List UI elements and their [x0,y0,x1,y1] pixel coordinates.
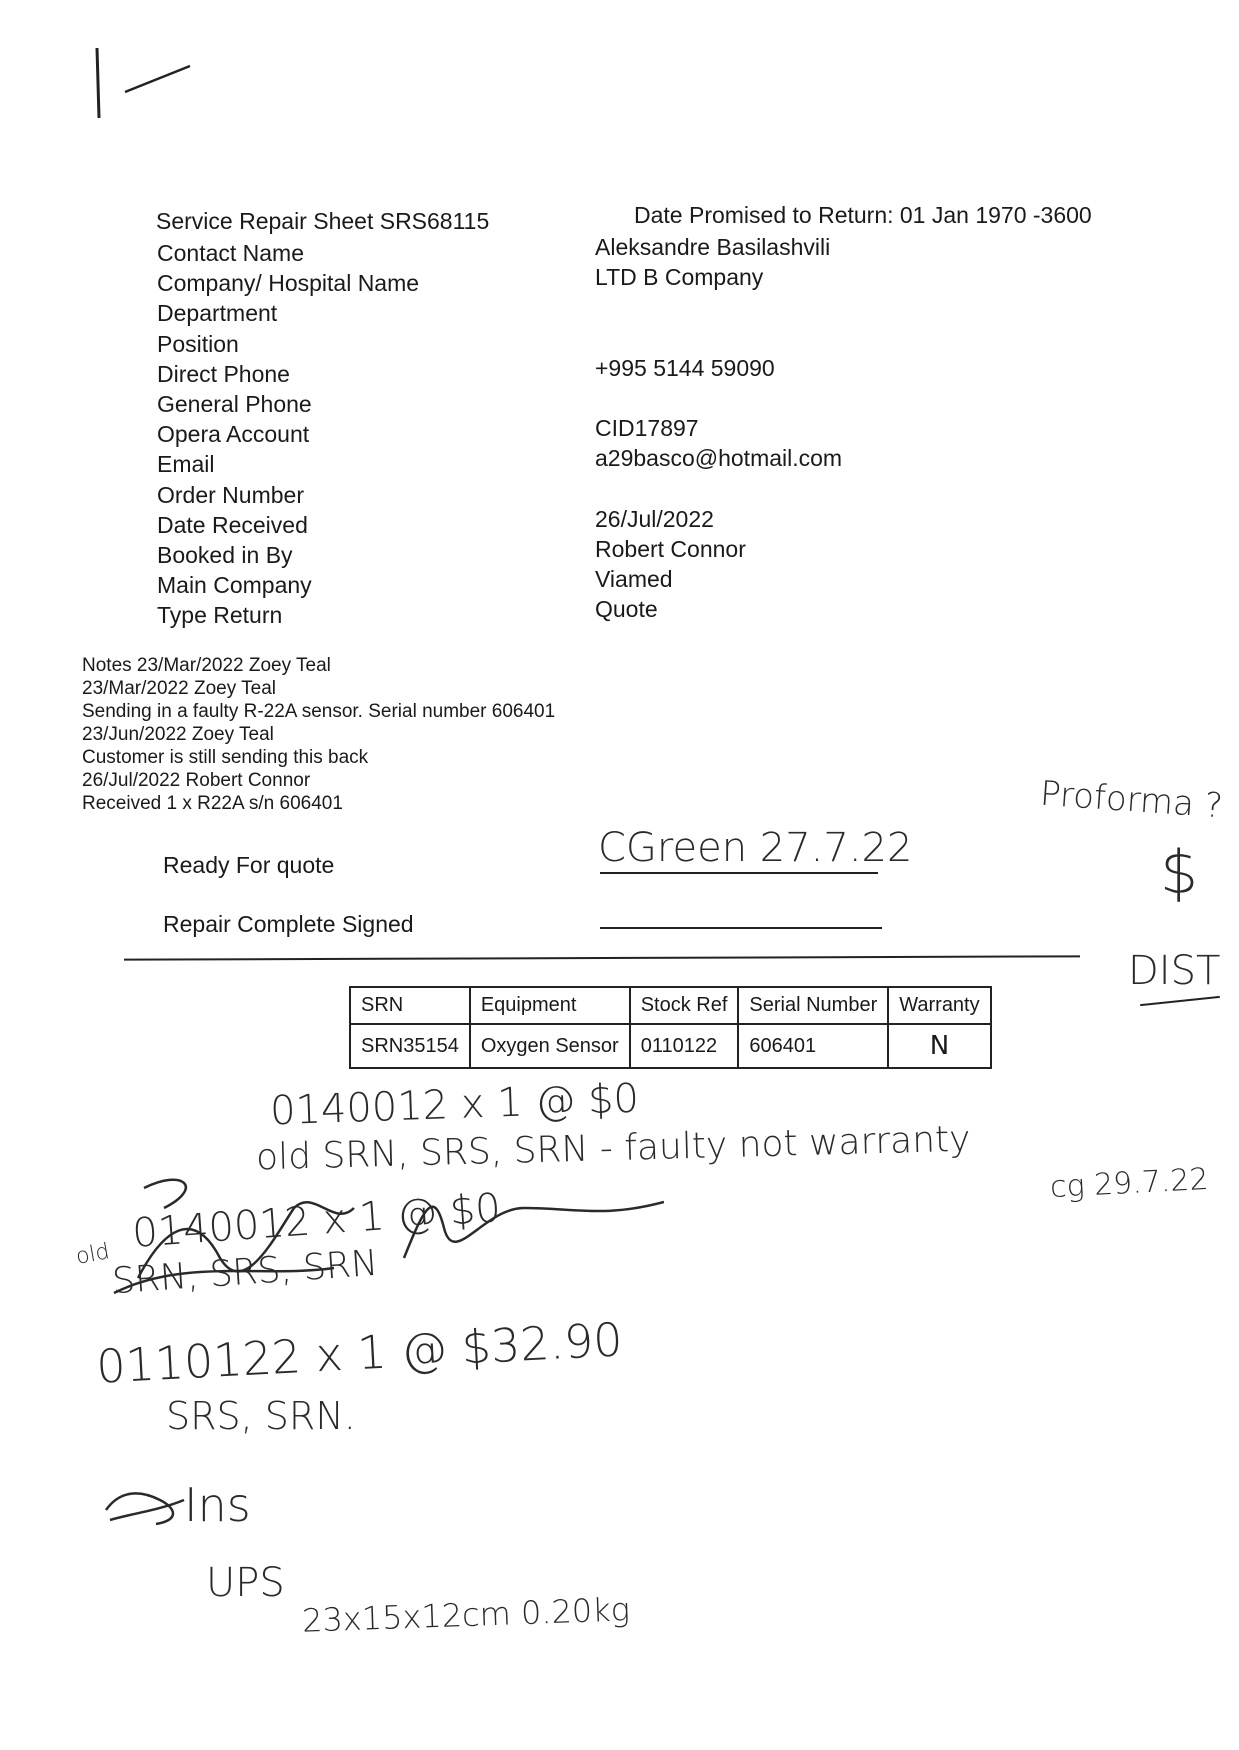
handwritten-crossed-line-1: 0140012 x 1 @ $0 [130,1185,503,1257]
cell-srn: SRN35154 [350,1024,470,1068]
field-labels [157,238,419,630]
handwritten-dist: DIST [1128,948,1221,994]
handwritten-dimensions: 23x15x12cm 0.20kg [301,1590,631,1640]
note-line: 23/Mar/2022 Zoey Teal [82,678,276,699]
value-company: LTD B Company [595,264,764,291]
label-position: Position [157,330,239,357]
value-direct-phone: +995 5144 59090 [595,354,775,381]
value-general-phone [595,383,842,413]
note-line: Sending in a faulty R-22A sensor. Serial number 606401 [82,701,556,722]
value-type-return: Quote [595,596,658,623]
handwritten-proforma: Proforma ? [1038,773,1225,827]
handwritten-line-2: old SRN, SRS, SRN - faulty not warranty [255,1118,971,1179]
handwritten-line-4: SRS, SRN. [166,1394,356,1438]
label-type-return: Type Return [157,602,283,629]
dist-underline [1140,996,1220,1006]
cell-warranty: N [888,1024,990,1068]
value-email: a29basco@hotmail.com [595,445,843,472]
date-promised: Date Promised to Return: 01 Jan 1970 -3600 [634,202,1092,228]
value-department [595,292,842,322]
col-header-serial-number: Serial Number [738,987,888,1024]
note-line: Notes 23/Mar/2022 Zoey Teal [82,655,331,676]
handwritten-ins: Ins [184,1478,251,1532]
col-header-warranty: Warranty [888,987,990,1024]
label-date-received: Date Received [157,511,308,538]
label-main-company: Main Company [157,572,312,599]
table-header-row [350,987,991,1024]
label-booked-in-by: Booked in By [157,541,293,568]
note-line: 23/Jun/2022 Zoey Teal [82,724,274,745]
note-line: 26/Jul/2022 Robert Connor [82,770,311,791]
handwritten-ups: UPS [206,1560,285,1606]
col-header-equipment: Equipment [470,987,630,1024]
label-general-phone: General Phone [157,390,312,417]
ready-signature: CGreen 27.7.22 [598,825,913,871]
note-line: Customer is still sending this back [82,747,369,768]
label-direct-phone: Direct Phone [157,360,290,387]
repair-complete-label: Repair Complete Signed [163,911,414,937]
equipment-table [349,986,992,1069]
value-main-company: Viamed [595,566,673,593]
label-order-number: Order Number [157,481,304,508]
notes-block [82,654,555,815]
cell-serial-number: 606401 [738,1024,888,1068]
sheet-title: Service Repair Sheet SRS68115 [156,208,490,234]
note-line: Received 1 x R22A s/n 606401 [82,793,343,814]
field-values [595,232,842,624]
ready-signature-line [600,872,878,874]
label-email: Email [157,451,215,478]
label-contact-name: Contact Name [157,240,305,266]
label-company: Company/ Hospital Name [157,270,420,297]
handwritten-line-1: 0140012 x 1 @ $0 [269,1075,640,1135]
value-date-received: 26/Jul/2022 [595,505,714,532]
value-opera-account: CID17897 [595,415,699,442]
label-department: Department [157,300,278,327]
handwritten-old-note: old [74,1239,112,1270]
table-row [350,1024,991,1068]
col-header-srn: SRN [350,987,470,1024]
handwritten-crossed-line-2: SRN, SRS, SRN [110,1242,380,1303]
corner-pen-mark [90,40,200,130]
value-position [595,323,842,353]
handwritten-signature-2: cg 29.7.22 [1049,1161,1210,1206]
scribble-strikeout [104,1168,664,1308]
label-opera-account: Opera Account [157,421,310,448]
section-divider [124,955,1080,960]
cell-stock-ref: 0110122 [630,1024,739,1068]
value-order-number [595,474,842,504]
handwritten-dollar: $ [1160,838,1199,908]
repair-complete-signature-line [600,927,882,929]
scribble-strikeout-ins [100,1480,190,1536]
value-contact-name: Aleksandre Basilashvili [595,234,831,260]
handwritten-line-3: 0110122 x 1 @ $32.90 [94,1312,624,1394]
ready-for-quote-label: Ready For quote [163,852,335,878]
cell-equipment: Oxygen Sensor [470,1024,630,1068]
value-booked-in-by: Robert Connor [595,535,746,562]
col-header-stock-ref: Stock Ref [630,987,739,1024]
